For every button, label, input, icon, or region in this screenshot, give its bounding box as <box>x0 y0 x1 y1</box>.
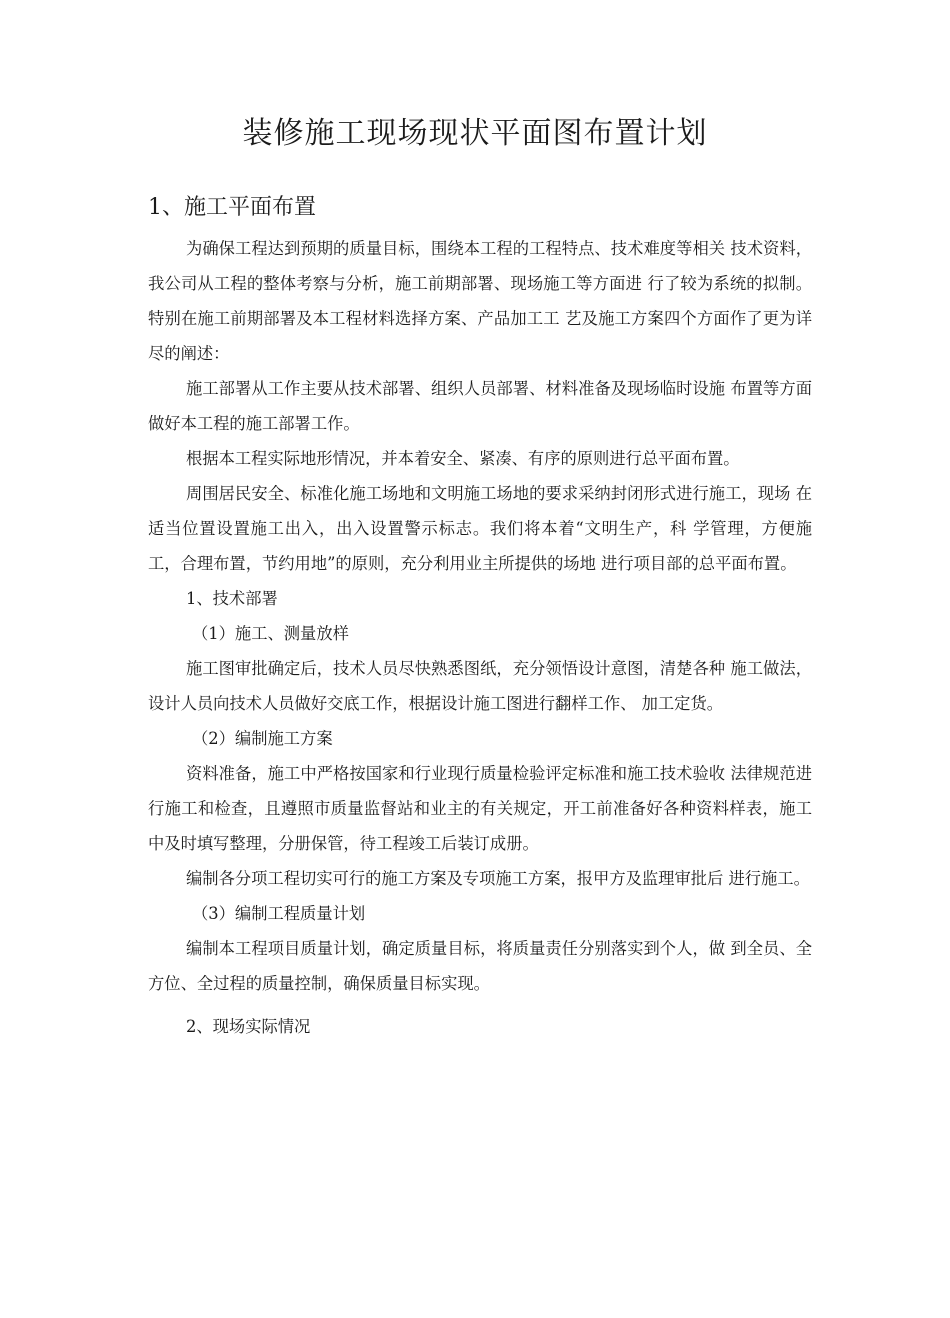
paragraph: 资料准备，施工中严格按国家和行业现行质量检验评定标准和施工技术验收 法律规范进行施工和检查，且遵照市质量监督站和业主的有关规定，开工前准备好各种资料样表，施工中及时填写整理，分册保管，待工程竣工后装订成册。 <box>148 764 812 853</box>
subheading-tech-2: （2）编制施工方案 <box>192 729 333 748</box>
subheading-site: 2、现场实际情况 <box>186 1017 311 1036</box>
paragraph: 编制各分项工程切实可行的施工方案及专项施工方案，报甲方及监理审批后 进行施工。 <box>186 869 810 888</box>
paragraph: 周围居民安全、标准化施工场地和文明施工场地的要求采纳封闭形式进行施工，现场 在适当位置设置施工出入，出入设置警示标志。我们将本着“文明生产，科 学管理，方便施工，合理布置，节约用地”的原则，充分利用业主所提供的场地 进行项目部的总平面布置。 <box>148 484 812 573</box>
paragraph: 根据本工程实际地形情况，并本着安全、紧凑、有序的原则进行总平面布置。 <box>186 449 740 468</box>
paragraph: 施工部署从工作主要从技术部署、组织人员部署、材料准备及现场临时设施 布置等方面做好本工程的施工部署工作。 <box>148 379 812 433</box>
document-body <box>148 231 812 1044</box>
subheading-tech-1: （1）施工、测量放样 <box>192 624 349 643</box>
document-title: 装修施工现场现状平面图布置计划 <box>242 116 708 151</box>
paragraph: 编制本工程项目质量计划，确定质量目标，将质量责任分别落实到个人，做 到全员、全方位、全过程的质量控制，确保质量目标实现。 <box>148 939 812 993</box>
subheading-tech-3: （3）编制工程质量计划 <box>192 904 366 923</box>
section-heading: 1、施工平面布置 <box>148 195 316 220</box>
paragraph: 施工图审批确定后，技术人员尽快熟悉图纸，充分领悟设计意图，清楚各种 施工做法，设计人员向技术人员做好交底工作，根据设计施工图进行翻样工作、 加工定货。 <box>148 659 812 713</box>
subheading-tech: 1、技术部署 <box>186 589 278 608</box>
paragraph: 为确保工程达到预期的质量目标，围绕本工程的工程特点、技术难度等相关 技术资料，我公司从工程的整体考察与分析，施工前期部署、现场施工等方面进 行了较为系统的拟制。特别在施工前期部署及本工程材料选择方案、产品加工工 艺及施工方案四个方面作了更为详尽的阐述： <box>148 239 812 363</box>
